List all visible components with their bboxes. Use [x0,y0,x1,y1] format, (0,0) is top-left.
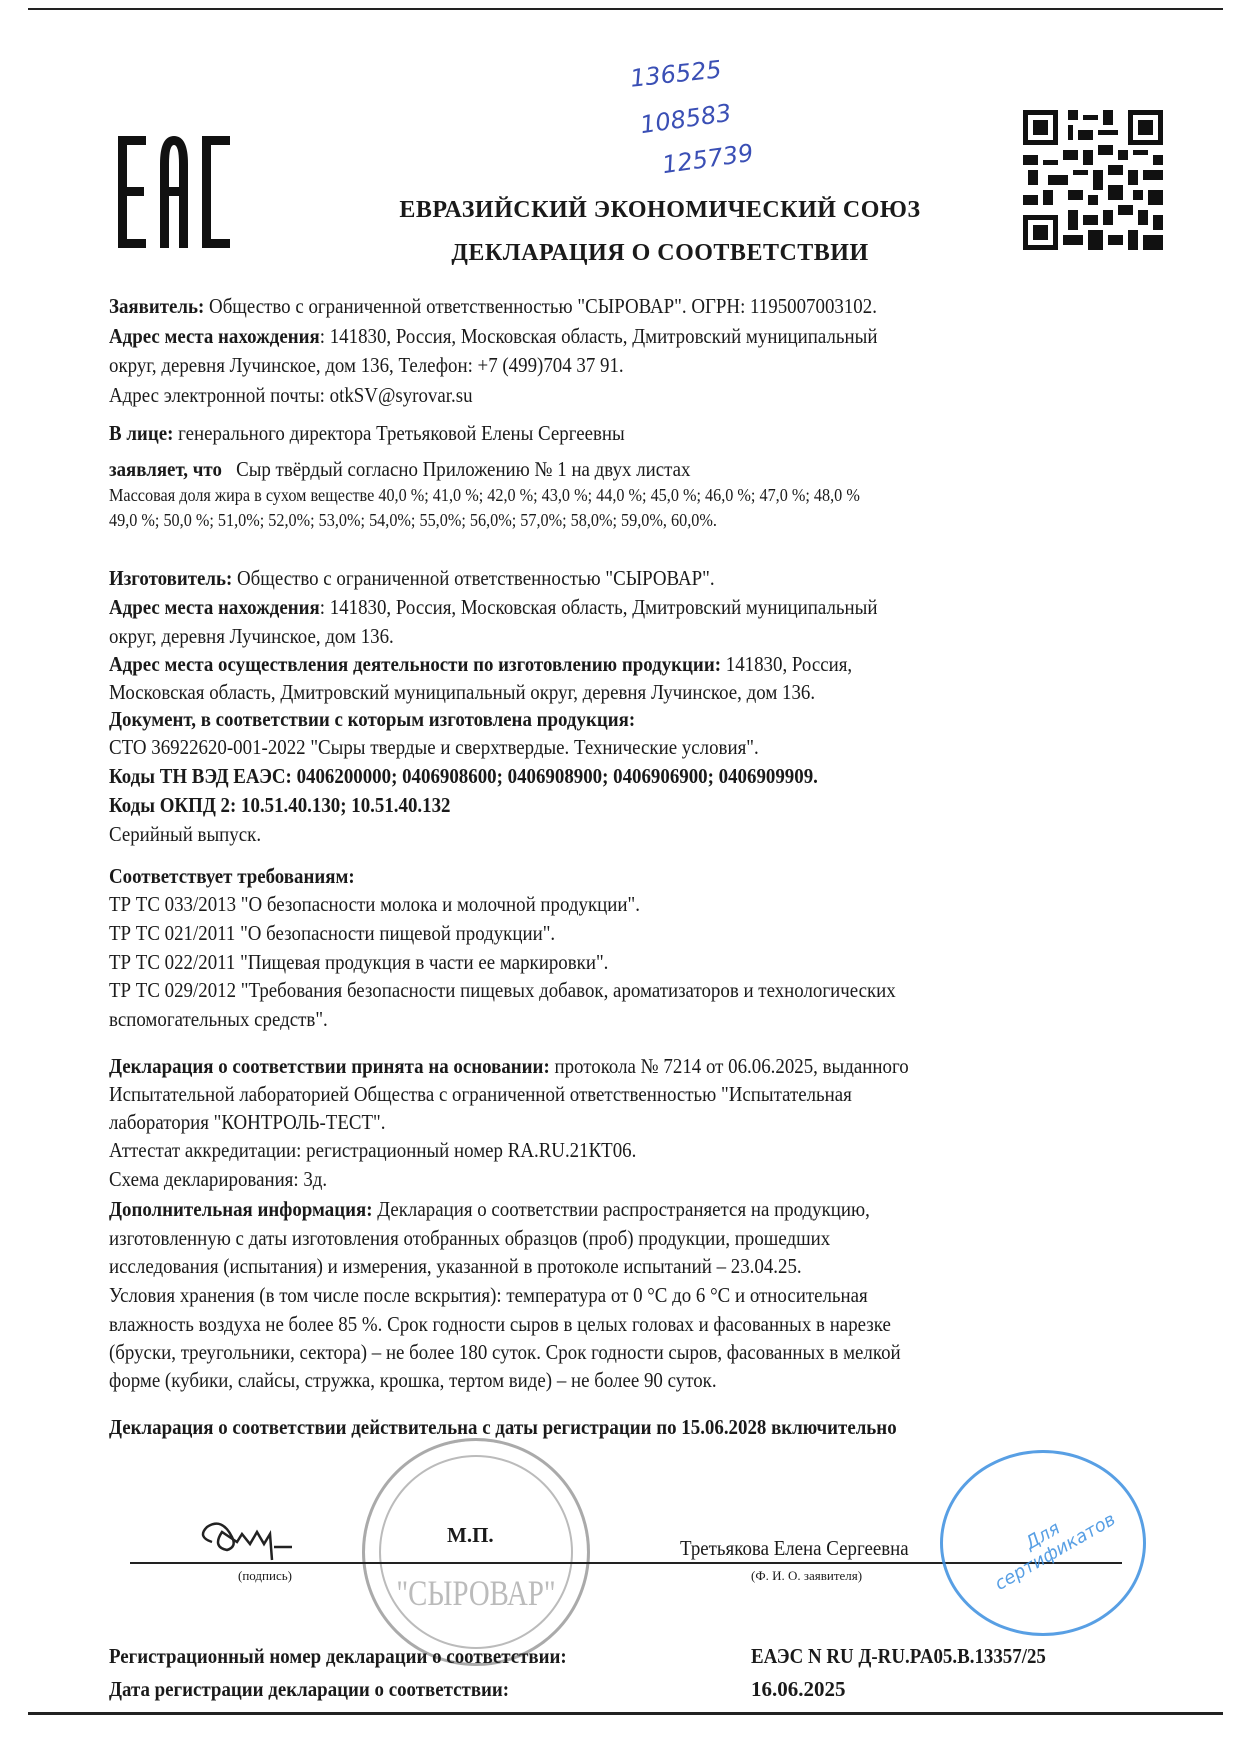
requirements-label-text: Соответствует требованиям: [109,864,355,888]
additional-info-text: Декларация о соответствии распространяется на продукцию, [372,1197,870,1221]
manufacturer-text: Общество с ограниченной ответственностью "СЫРОВАР". [232,566,715,590]
okpd-codes [109,792,450,818]
registration-date [751,1676,846,1702]
manufacturer-address-line [109,594,877,620]
okpd-codes-text: Коды ОКПД 2: 10.51.40.130; 10.51.40.132 [109,793,451,817]
production-address-label: Адрес места осуществления деятельности по изготовлению продукции: [109,652,722,676]
standard-document-label [109,706,635,732]
applicant-line [109,293,877,319]
representative-text: генерального директора Третьяковой Елены Сергеевны [173,421,625,445]
declares-line [109,456,690,482]
registration-number-label-text: Регистрационный номер декларации о соответствии: [109,1644,567,1668]
eac-logo [118,136,238,248]
manufacturer-label: Изготовитель: [109,566,233,590]
additional-info-line: форме (кубики, слайсы, стружка, крошка, тертом виде) – не более 90 суток. [109,1368,717,1392]
basis-line-3: лаборатория "КОНТРОЛЬ-ТЕСТ". [109,1110,386,1134]
requirement-item: вспомогательных средств". [109,1007,328,1031]
registration-date-label-text: Дата регистрации декларации о соответствии: [109,1677,510,1701]
validity-text: Декларация о соответствии действительна с даты регистрации по 15.06.2028 включительно [109,1415,897,1439]
declaration-scheme: Схема декларирования: 3д. [109,1167,328,1191]
basis-line-2: Испытательной лабораторией Общества с ограниченной ответственностью "Испытательная [109,1082,852,1106]
production-address-text: 141830, Россия, [721,652,853,676]
registration-number [751,1643,1046,1669]
manufacturer-address-line-2: округ, деревня Лучинское, дом 136. [109,624,394,648]
signature[interactable] [192,1512,322,1572]
blue-certification-stamp [940,1450,1146,1636]
handwritten-number: 136525 [628,55,723,93]
serial-production: Серийный выпуск. [109,822,262,846]
additional-info-line: (бруски, треугольники, сектора) – не более 180 суток. Срок годности сыров, фасованных в мелкой [109,1340,901,1364]
standard-document: СТО 36922620-001-2022 "Сыры твердые и сверхтвердые. Технические условия". [109,735,759,759]
basis-text: протокола № 7214 от 06.06.2025, выданного [549,1054,909,1078]
registration-number-label [109,1643,567,1669]
additional-info-line: Условия хранения (в том числе после вскрытия): температура от 0 °С до 6 °С и относительная [109,1283,868,1307]
signer-name: Третьякова Елена Сергеевна [680,1536,909,1560]
mp-label: М.П. [447,1523,494,1547]
additional-info-line: изготовленную с даты изготовления отобранных образцов (проб) продукции, прошедших [109,1226,831,1250]
handwritten-number: 108583 [638,98,734,140]
union-title: ЕВРАЗИЙСКИЙ ЭКОНОМИЧЕСКИЙ СОЮЗ [399,197,921,223]
bottom-border [28,1712,1223,1715]
additional-info-line: влажность воздуха не более 85 %. Срок годности сыров в целых головах и фасованных в нарезке [109,1312,891,1336]
top-border [28,8,1223,10]
blue-stamp-center-text: Для сертификатов [991,1508,1120,1595]
registration-date-label [109,1676,509,1702]
qr-code[interactable] [1023,110,1163,250]
address-label: Адрес места нахождения [109,595,320,619]
additional-info-line: исследования (испытания) и измерения, указанной в протоколе испытаний – 23.04.25. [109,1254,802,1278]
basis-label: Декларация о соответствии принята на основании: [109,1054,550,1078]
tn-ved-codes [109,763,818,789]
fat-content-line-1: Массовая доля жира в сухом веществе 40,0 %; 41,0 %; 42,0 %; 43,0 %; 44,0 %; 45,0 %; 46,0 %; 47,0 %; 48,0 % [109,485,860,505]
registration-number-text: ЕАЭС N RU Д-RU.PA05.B.13357/25 [751,1644,1046,1668]
document-title: ДЕКЛАРАЦИЯ О СООТВЕТСТВИИ [451,240,869,266]
additional-info-label: Дополнительная информация: [109,1197,373,1221]
signature-caption: (подпись) [238,1568,292,1583]
requirements-label [109,863,355,889]
name-caption: (Ф. И. О. заявителя) [751,1568,863,1583]
declares-label: заявляет, что [109,457,222,481]
fat-content-line-2: 49,0 %; 50,0 %; 51,0%; 52,0%; 53,0%; 54,0%; 55,0%; 56,0%; 57,0%; 58,0%; 59,0%, 60,0%. [109,510,717,530]
additional-info-line [109,1196,870,1222]
address-text: : 141830, Россия, Московская область, Дмитровский муниципальный [319,324,878,348]
standard-document-label-text: Документ, в соответствии с которым изготовлена продукция: [109,707,636,731]
representative-label: В лице: [109,421,174,445]
product-text: Сыр твёрдый согласно Приложению № 1 на двух листах [221,457,691,481]
basis-line [109,1053,909,1079]
handwritten-number: 125739 [660,138,756,180]
requirement-item: ТР ТС 021/2011 "О безопасности пищевой продукции". [109,921,556,945]
accreditation: Аттестат аккредитации: регистрационный номер RA.RU.21КТ06. [109,1138,637,1162]
manufacturer-line [109,565,715,591]
requirement-item: ТР ТС 033/2013 "О безопасности молока и молочной продукции". [109,892,640,916]
validity-statement [109,1414,897,1440]
representative-line [109,420,625,446]
address-text: : 141830, Россия, Московская область, Дмитровский муниципальный [319,595,878,619]
applicant-text: Общество с ограниченной ответственностью "СЫРОВАР". ОГРН: 1195007003102. [204,294,877,318]
address-label: Адрес места нахождения [109,324,320,348]
requirement-item: ТР ТС 029/2012 "Требования безопасности пищевых добавок, ароматизаторов и технологических [109,978,896,1002]
production-address-line [109,651,852,677]
tn-ved-codes-text: Коды ТН ВЭД ЕАЭС: 0406200000; 0406908600; 0406908900; 0406906900; 0406909909. [109,764,818,788]
applicant-email: Адрес электронной почты: otkSV@syrovar.su [109,383,473,407]
company-seal-stamp [362,1438,590,1666]
registration-date-text: 16.06.2025 [751,1677,846,1701]
requirement-item: ТР ТС 022/2011 "Пищевая продукция в части ее маркировки". [109,950,609,974]
company-seal-text: "СЫРОВАР" [396,1573,556,1613]
production-address-line-2: Московская область, Дмитровский муниципальный округ, деревня Лучинское, дом 136. [109,680,816,704]
applicant-address-line-2: округ, деревня Лучинское, дом 136, Телефон: +7 (499)704 37 91. [109,353,624,377]
applicant-address-line [109,323,877,349]
applicant-label: Заявитель: [109,294,205,318]
